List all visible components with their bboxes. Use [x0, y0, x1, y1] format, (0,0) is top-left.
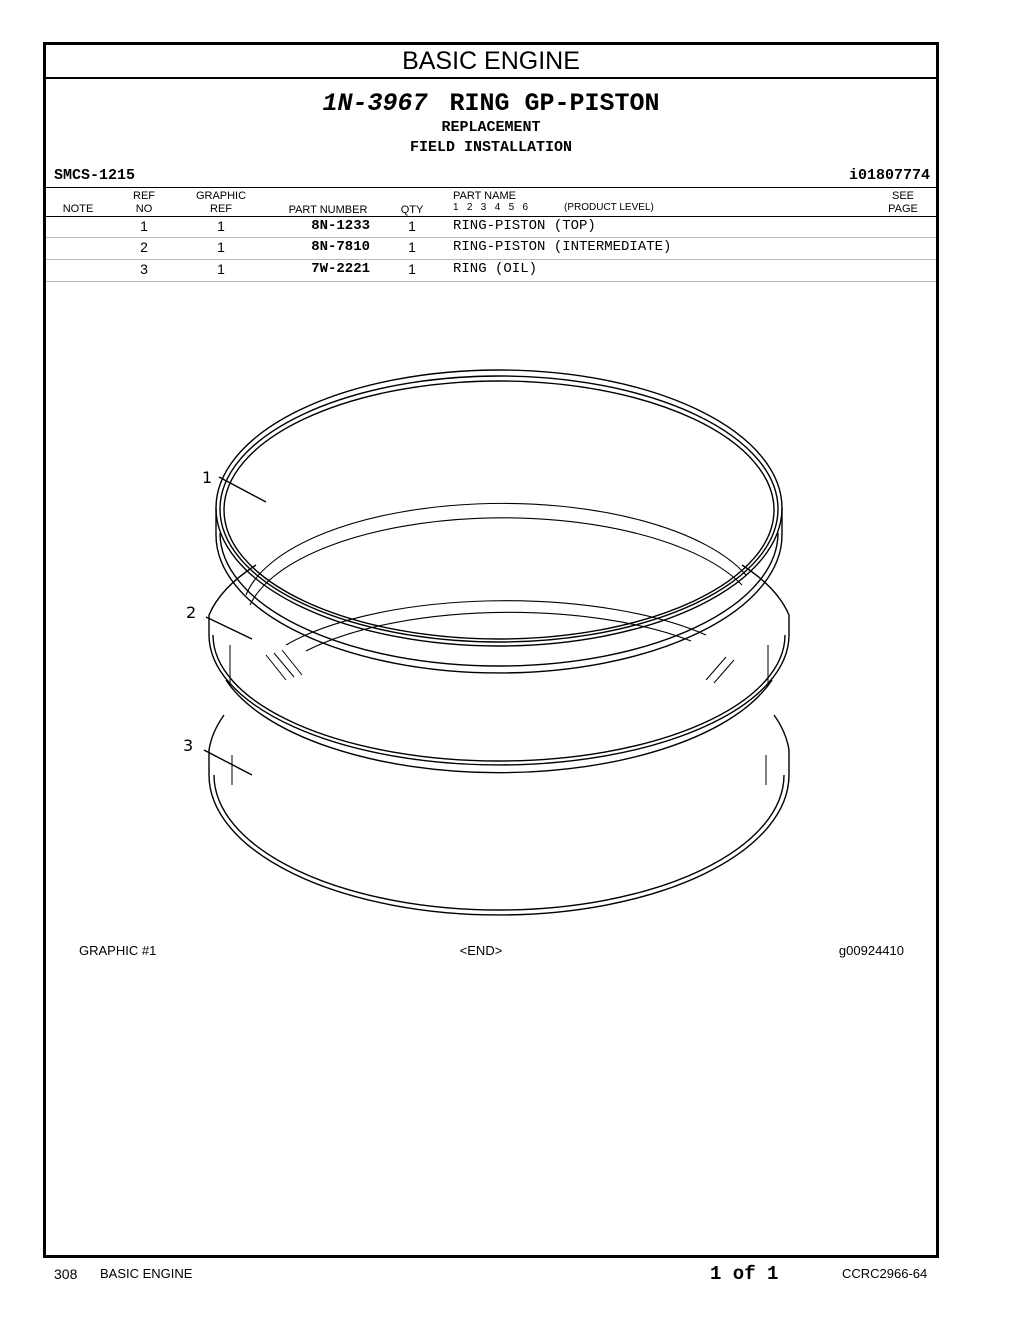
row-part-number: 7W-2221	[311, 261, 370, 277]
group-part-number: 1N-3967	[322, 89, 428, 118]
group-title	[46, 89, 936, 118]
row-qty: 1	[408, 218, 416, 234]
row-rule	[46, 259, 936, 260]
row-part-number: 8N-1233	[311, 218, 370, 234]
top-ring-lower-edge	[216, 535, 782, 673]
col-product-level: (PRODUCT LEVEL)	[564, 202, 654, 213]
group-line1: REPLACEMENT	[441, 119, 541, 136]
col-ref-bottom: NO	[135, 203, 153, 215]
top-ring-outer-1	[216, 370, 782, 646]
end-marker: <END>	[459, 943, 503, 958]
row-part-number: 8N-7810	[311, 239, 370, 255]
callout-3: 3	[183, 736, 194, 755]
page-number: 308	[54, 1266, 78, 1282]
col-see-top: SEE	[891, 190, 914, 202]
header-rule-bottom	[46, 216, 936, 217]
row-graphic: 1	[217, 261, 225, 277]
col-graphic-bottom: REF	[210, 203, 232, 215]
bottom-ring-upper-edge	[226, 680, 772, 773]
col-see-bottom: PAGE	[888, 203, 918, 215]
header-rule-top	[46, 187, 936, 188]
callout-1: 1	[202, 468, 213, 487]
middle-ring-lower-edge	[209, 635, 789, 765]
callout-2: 2	[186, 603, 197, 622]
col-ref-top: REF	[133, 190, 155, 202]
col-part-name: PART NAME	[453, 190, 516, 202]
row-ref: 1	[140, 218, 148, 234]
row-rule	[46, 281, 936, 282]
row-ref: 3	[140, 261, 148, 277]
illustration-id: i01807774	[848, 167, 930, 184]
graphic-id: g00924410	[838, 943, 904, 958]
footer-section: BASIC ENGINE	[100, 1266, 193, 1281]
doc-code: CCRC2966-64	[842, 1266, 928, 1281]
section-title: BASIC ENGINE	[46, 45, 936, 79]
smcs-code: SMCS-1215	[54, 167, 136, 184]
page-frame	[43, 42, 939, 1258]
col-part-number: PART NUMBER	[288, 204, 368, 216]
col-levels: 1 2 3 4 5 6	[453, 202, 529, 213]
group-line2: FIELD INSTALLATION	[409, 139, 573, 156]
callout-leader-3	[204, 750, 252, 775]
top-ring-outer-2	[220, 376, 778, 642]
graphic-caption: GRAPHIC #1	[79, 943, 157, 958]
col-graphic-top: GRAPHIC	[195, 190, 247, 202]
col-note: NOTE	[62, 203, 94, 215]
page-of: 1 of 1	[710, 1263, 779, 1285]
row-qty: 1	[408, 261, 416, 277]
callout-leader-1	[219, 477, 266, 502]
row-rule	[46, 237, 936, 238]
row-graphic: 1	[217, 218, 225, 234]
group-name: RING GP-PISTON	[449, 89, 660, 118]
row-part-name: RING-PISTON (TOP)	[453, 218, 596, 234]
bottom-ring-lower-edge	[209, 775, 789, 915]
row-graphic: 1	[217, 239, 225, 255]
ring-drawing	[146, 335, 846, 925]
col-qty: QTY	[400, 204, 424, 216]
row-part-name: RING (OIL)	[453, 261, 538, 277]
row-part-name: RING-PISTON (INTERMEDIATE)	[453, 239, 672, 255]
row-ref: 2	[140, 239, 148, 255]
row-qty: 1	[408, 239, 416, 255]
